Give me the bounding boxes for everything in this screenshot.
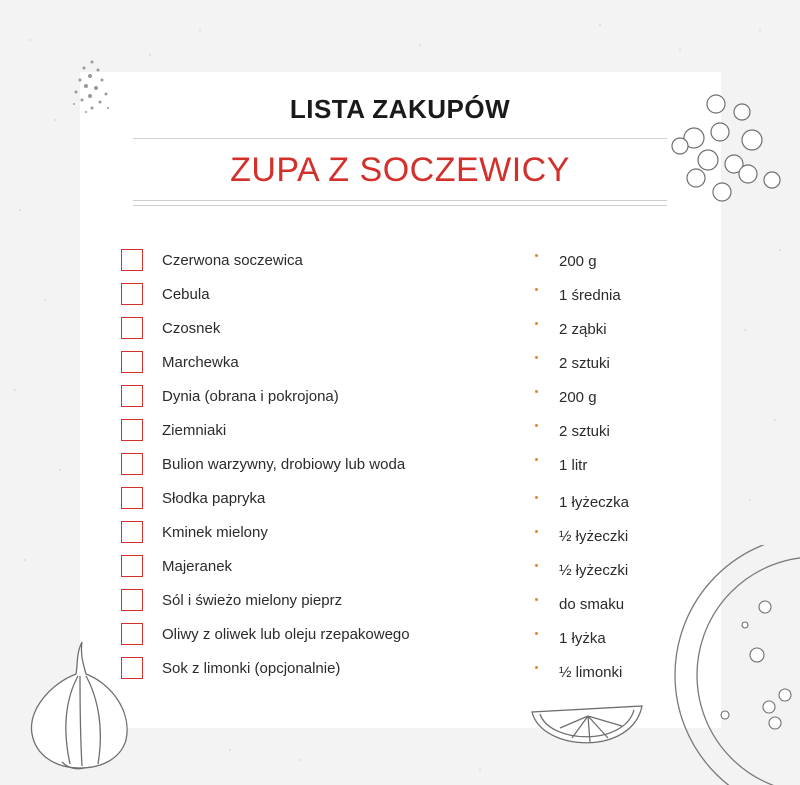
item-checkbox[interactable] xyxy=(121,351,143,373)
ingredient-name: Bulion warzywny, drobiowy lub woda xyxy=(162,456,406,473)
item-checkbox[interactable] xyxy=(121,317,143,339)
item-checkbox[interactable] xyxy=(121,385,143,407)
bullet-dot xyxy=(535,564,538,567)
ingredient-name: Czosnek xyxy=(162,320,221,337)
list-item xyxy=(121,521,641,547)
ingredient-quantity: 200 g xyxy=(559,389,597,406)
ingredient-quantity: ½ łyżeczki xyxy=(559,562,629,579)
item-checkbox[interactable] xyxy=(121,453,143,475)
ingredient-quantity: 1 średnia xyxy=(559,287,621,304)
bullet-dot xyxy=(535,530,538,533)
ingredient-quantity: 1 łyżka xyxy=(559,630,606,647)
bullet-dot xyxy=(535,598,538,601)
ingredient-name: Słodka papryka xyxy=(162,490,266,507)
ingredient-name: Marchewka xyxy=(162,354,239,371)
ingredient-name: Majeranek xyxy=(162,558,233,575)
bullet-dot xyxy=(535,288,538,291)
item-checkbox[interactable] xyxy=(121,521,143,543)
bullet-dot xyxy=(535,424,538,427)
list-item xyxy=(121,351,641,377)
ingredient-quantity: ½ łyżeczki xyxy=(559,528,629,545)
list-item xyxy=(121,283,641,309)
ingredient-quantity: 2 sztuki xyxy=(559,423,610,440)
item-checkbox[interactable] xyxy=(121,283,143,305)
lime-icon xyxy=(528,682,648,762)
bullet-dot xyxy=(535,254,538,257)
item-checkbox[interactable] xyxy=(121,249,143,271)
header-divider-top xyxy=(133,138,667,139)
header-divider-bottom-1 xyxy=(133,200,667,201)
header-divider-bottom-2 xyxy=(133,205,667,206)
list-item xyxy=(121,487,641,513)
bullet-dot xyxy=(535,496,538,499)
list-item xyxy=(121,317,641,343)
bullet-dot xyxy=(535,390,538,393)
list-item xyxy=(121,657,641,683)
ingredient-quantity: 2 ząbki xyxy=(559,321,607,338)
ingredient-name: Oliwy z oliwek lub oleju rzepakowego xyxy=(162,626,410,643)
page-header-title: LISTA ZAKUPÓW xyxy=(289,94,511,124)
bullet-dot xyxy=(535,322,538,325)
list-item xyxy=(121,555,641,581)
ingredient-quantity: ½ limonki xyxy=(559,664,623,681)
ingredient-quantity: 2 sztuki xyxy=(559,355,610,372)
item-checkbox[interactable] xyxy=(121,419,143,441)
ingredient-quantity: 1 litr xyxy=(559,457,588,474)
item-checkbox[interactable] xyxy=(121,487,143,509)
list-item xyxy=(121,249,641,275)
recipe-title: ZUPA Z SOCZEWICY xyxy=(230,151,570,189)
bullet-dot xyxy=(535,458,538,461)
ingredient-name: Sok z limonki (opcjonalnie) xyxy=(162,660,341,677)
ingredient-name: Dynia (obrana i pokrojona) xyxy=(162,388,339,405)
bullet-dot xyxy=(535,356,538,359)
item-checkbox[interactable] xyxy=(121,555,143,577)
list-item xyxy=(121,419,641,445)
list-item xyxy=(121,589,641,615)
ingredient-name: Czerwona soczewica xyxy=(162,252,303,269)
ingredient-quantity: do smaku xyxy=(559,596,625,613)
ingredient-name: Ziemniaki xyxy=(162,422,227,439)
ingredient-name: Sól i świeżo mielony pieprz xyxy=(162,592,343,609)
list-item xyxy=(121,623,641,649)
bullet-dot xyxy=(535,666,538,669)
ingredient-quantity: 1 łyżeczka xyxy=(559,494,630,511)
list-item xyxy=(121,385,641,411)
list-item xyxy=(121,453,641,479)
ingredient-quantity: 200 g xyxy=(559,253,597,270)
soup-bowl-icon xyxy=(665,545,800,785)
bullet-dot xyxy=(535,632,538,635)
garlic-icon xyxy=(22,632,142,772)
ingredient-name: Kminek mielony xyxy=(162,524,268,541)
item-checkbox[interactable] xyxy=(121,589,143,611)
ingredient-name: Cebula xyxy=(162,286,210,303)
